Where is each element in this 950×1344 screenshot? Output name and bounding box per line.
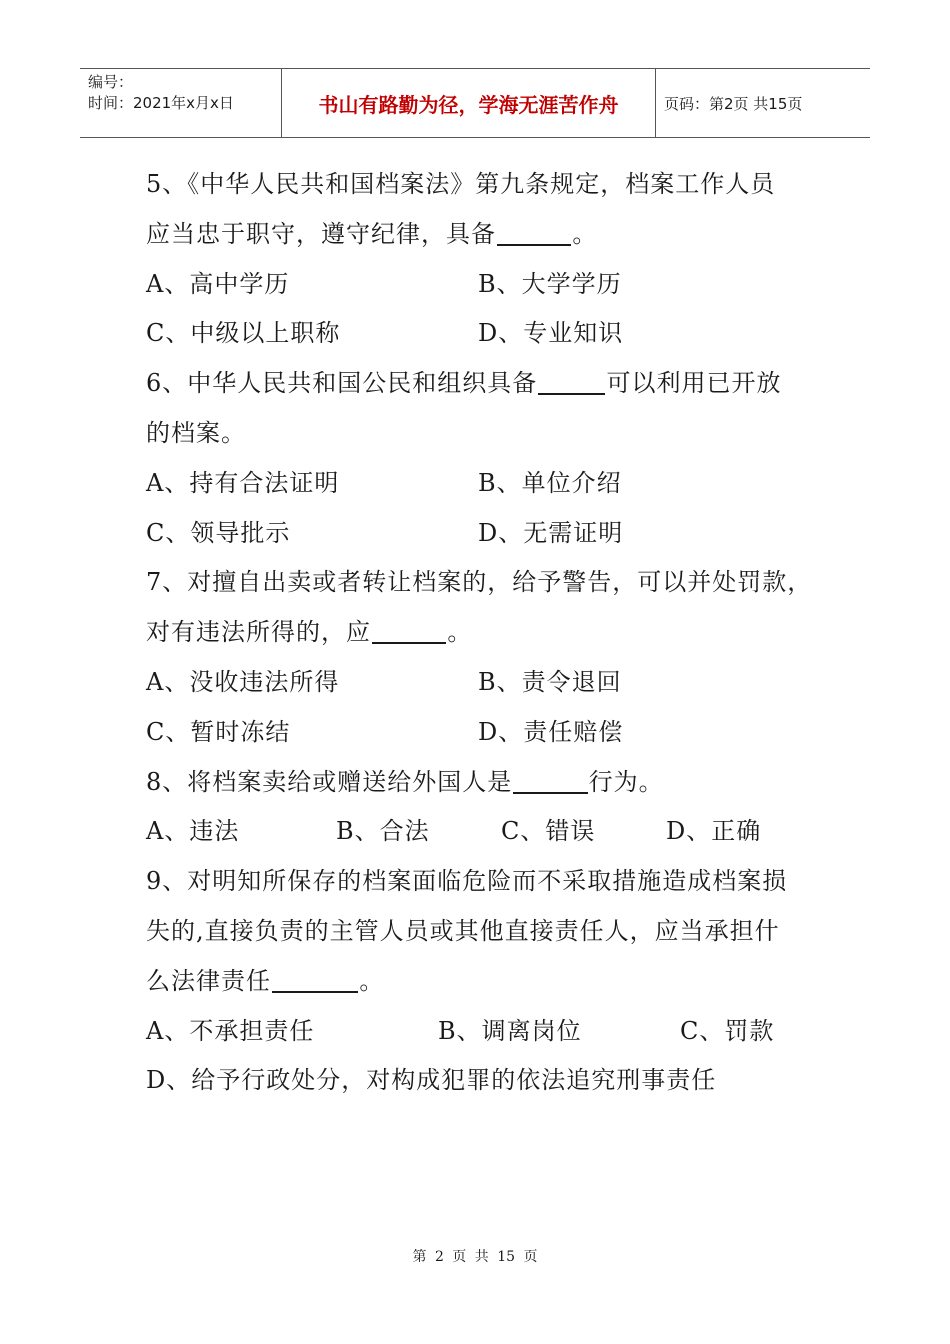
answer-option: A、高中学历	[146, 269, 290, 298]
answer-option: A、持有合法证明	[146, 468, 340, 497]
question-text: 行为。	[588, 767, 664, 796]
option-row	[146, 1056, 836, 1106]
question-text-line	[146, 758, 836, 808]
answer-option: C、中级以上职称	[146, 319, 341, 348]
question-text: 对有违法所得的，应	[146, 618, 371, 647]
answer-option: C、罚款	[680, 1016, 775, 1045]
question-text: 7、对擅自出卖或者转让档案的，给予警告，可以并处罚款，	[146, 568, 813, 597]
question-text: 。	[572, 219, 598, 248]
answer-blank	[513, 768, 587, 794]
question-text: 。	[447, 618, 473, 647]
header-page-info: 页码：第2页 共15页	[664, 94, 803, 113]
answer-option: C、暂时冻结	[146, 717, 291, 746]
question-text: 8、将档案卖给或赠送给外国人是	[146, 767, 513, 796]
answer-option: A、没收违法所得	[146, 667, 340, 696]
document-number-label: 编号：	[88, 73, 134, 91]
answer-option: D、无需证明	[478, 518, 624, 547]
option-row	[146, 260, 836, 310]
answer-blank	[272, 967, 358, 993]
question-text: 6、中华人民共和国公民和组织具备	[146, 369, 538, 398]
answer-option: A、不承担责任	[146, 1016, 315, 1045]
answer-option: B、责令退回	[478, 667, 622, 696]
header-motto: 书山有路勤为径，学海无涯苦作舟	[282, 69, 656, 137]
question	[146, 857, 836, 1106]
answer-option: D、专业知识	[478, 319, 624, 348]
answer-option: B、合法	[336, 817, 430, 846]
question-text-line	[146, 210, 836, 260]
answer-blank	[372, 618, 446, 644]
question-text-line	[146, 409, 836, 459]
option-row	[146, 708, 836, 758]
option-row	[146, 459, 836, 509]
question-list	[146, 160, 836, 1106]
answer-option: B、单位介绍	[478, 468, 622, 497]
question	[146, 160, 836, 359]
document-time: 时间：2021年x月x日	[88, 94, 234, 112]
question-text: 失的,直接负责的主管人员或其他直接责任人，应当承担什	[146, 916, 780, 945]
question-text: 9、对明知所保存的档案面临危险而不采取措施造成档案损	[146, 867, 788, 896]
answer-option: B、大学学历	[478, 269, 622, 298]
question	[146, 359, 836, 558]
question-text: 可以利用已开放	[606, 369, 782, 398]
option-row	[146, 309, 836, 359]
question-text: 的档案。	[146, 418, 246, 447]
question-text: 5、《中华人民共和国档案法》第九条规定，档案工作人员	[146, 170, 776, 198]
question-text-line	[146, 359, 836, 409]
question-text-line	[146, 857, 836, 907]
question-text-line	[146, 957, 836, 1007]
answer-option: D、给予行政处分，对构成犯罪的依法追究刑事责任	[146, 1066, 717, 1095]
question-text: 。	[359, 966, 385, 995]
question	[146, 558, 836, 757]
answer-blank	[497, 220, 571, 246]
question-text: 应当忠于职守，遵守纪律，具备	[146, 219, 496, 248]
answer-option: D、正确	[666, 817, 762, 846]
answer-option: A、违法	[146, 817, 240, 846]
option-row	[146, 658, 836, 708]
header-meta	[80, 69, 282, 137]
option-row	[146, 807, 836, 857]
option-row	[146, 509, 836, 559]
page-footer: 第 2 页 共 15 页	[412, 1249, 538, 1265]
question-text-line	[146, 608, 836, 658]
question-text: 么法律责任	[146, 966, 271, 995]
page-header	[80, 68, 870, 138]
answer-option: C、错误	[501, 817, 596, 846]
question-text-line	[146, 907, 836, 957]
question-text-line	[146, 558, 836, 608]
question-text-line	[146, 160, 836, 210]
answer-option: B、调离岗位	[438, 1016, 582, 1045]
option-row	[146, 1007, 836, 1057]
answer-option: C、领导批示	[146, 518, 291, 547]
question	[146, 758, 836, 858]
answer-blank	[538, 369, 605, 395]
answer-option: D、责任赔偿	[478, 717, 624, 746]
